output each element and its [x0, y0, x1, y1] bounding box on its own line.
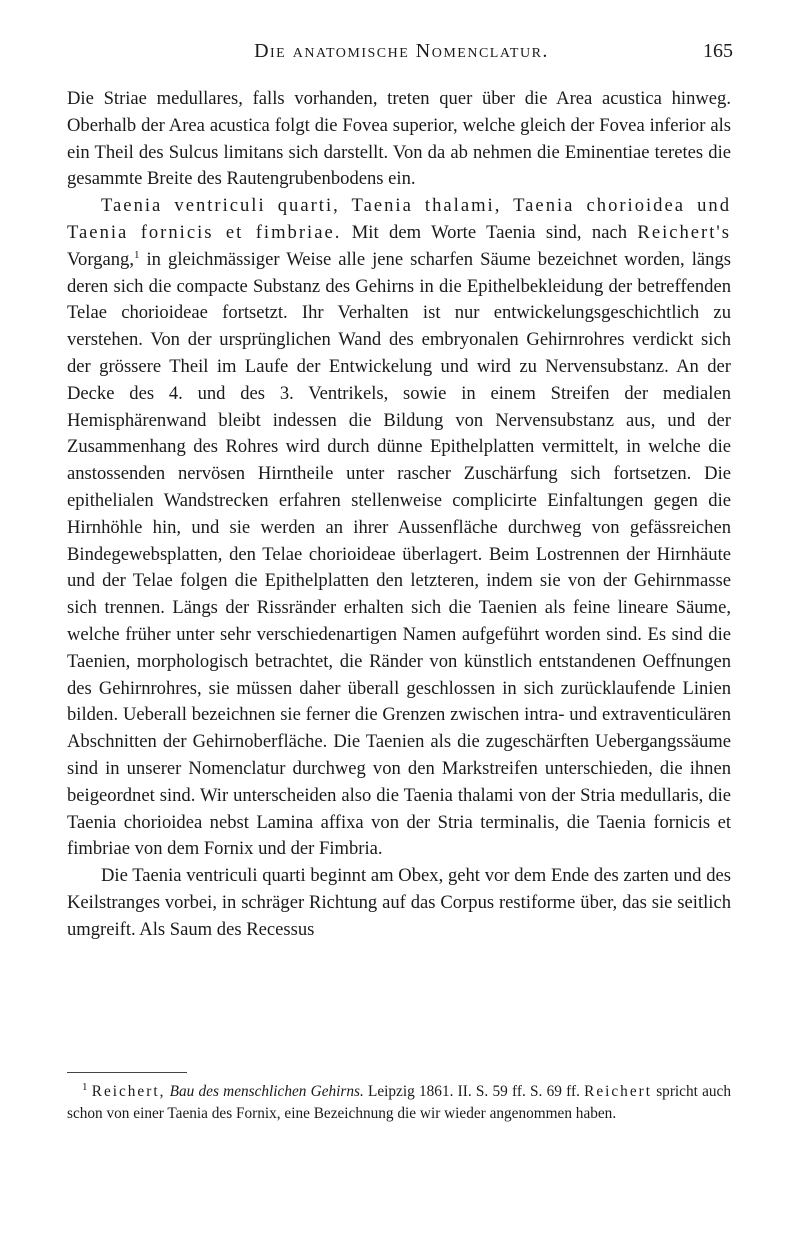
footnote-mark: 1: [82, 1080, 88, 1093]
footnote-author: Reichert,: [91, 1083, 166, 1100]
paragraph-text: in gleichmässiger Weise alle jene scharfen Säume bezeichnet worden, längs deren sich die compacte Substanz des Gehirns in die Epithelbekleidung der betreffenden Telae chorioideae fortsetzt. Ihr Verhalten ist nur entwickelungsgeschichtlich zu verstehen. Von der ursprünglichen Wand des embryonalen Gehirnrohres verdickt sich der grössere Theil im Laufe der Entwickelung und wird zu Nervensubstanz. An der Decke des 4. und des 3. Ventrikels, sowie in einem Streifen der medialen Hemisphärenwand bleibt indessen die Bildung von Nervensubstanz aus, und der Zusammenhang des Rohres wird durch dünne Epithelplatten vermittelt, in welche die anstossenden nervösen Hirntheile unter rascher Zuschärfung sich fortsetzen. Die epithelialen Wandstrecken erfahren stellenweise complicirte Einfaltungen gegen die Hirnhöhle hin, und sie werden an ihrer Aussenfläche durchweg von gefässreichen Bindegewebsplatten, den Telae chorioideae überlagert. Beim Lostrennen der Hirnhäute und der Telae folgen die Epithelplatten den letzteren, indem sie von der Gehirnmasse sich trennen. Längs der Rissränder erhalten sich die Taenien als feine lineare Säume, welche früher unter sehr verschiedenartigen Namen aufgeführt worden sind. Es sind die Taenien, morphologisch betrachtet, die Ränder von künstlich entstandenen Oeffnungen des Gehirnrohres, sie müssen daher überall geschlossen in sich zurücklaufende Linien bilden. Ueberall bezeichnen sie ferner die Grenzen zwischen intra- und extraventiculären Abschnitten der Gehirnoberfläche. Die Taenien als die zugeschärften Uebergangssäume sind in unserer Nomenclatur durchweg von den Markstreifen unterschieden, die ihnen beigeordnet sind. Wir unterscheiden also die Taenia thalami von der Stria medullaris, die Taenia chorioidea nebst Lamina affixa von der Stria terminalis, die Taenia fornicis et fimbriae von dem Fornix und der Fimbria.: [67, 248, 731, 860]
footnote-divider: [67, 1072, 187, 1073]
author-name: Reichert's: [637, 221, 731, 243]
section-heading: Taenia ventriculi quarti, Taenia thalami, Taenia chorioidea und Taenia fornicis et fimbriae.: [67, 195, 731, 243]
paragraph-text: Mit dem Worte Taenia sind, nach: [341, 221, 638, 243]
footnote-book-title: Bau des menschlichen Gehirns.: [169, 1083, 364, 1100]
body-text: [67, 86, 731, 944]
paragraph-taenia: [67, 193, 731, 863]
footnote-text: Leipzig 1861. II. S. 59 ff. S. 69 ff.: [363, 1083, 585, 1100]
paragraph-rautengrube: Die Striae medullares, falls vorhanden, treten quer über die Area acustica hinweg. Oberhalb der Area acustica folgt die Fovea superior, welche gleich der Fovea inferior als ein Theil des Sulcus limitans sich darstellt. Von da ab nehmen die Eminentiae teretes die gesammte Breite des Rautengrubenbodens ein.: [67, 88, 731, 190]
running-title: Die anatomische Nomenclatur.: [254, 40, 549, 62]
footnote-text: spricht auch schon von einer Taenia des Fornix, eine Bezeichnung die wir wieder angenommen haben.: [67, 1083, 731, 1122]
footnote-reference[interactable]: 1: [133, 248, 140, 261]
paragraph-taenia-ventriculi: Die Taenia ventriculi quarti beginnt am Obex, geht vor dem Ende des zarten und des Keilstranges vorbei, in schräger Richtung auf das Corpus restiforme über, das sie seitlich umgreift. Als Saum des Recessus: [67, 865, 731, 940]
footnote-author: Reichert: [584, 1083, 652, 1100]
footnote: [67, 1081, 731, 1124]
page-number: 165: [703, 40, 733, 62]
paragraph-text: Vorgang,: [67, 248, 134, 270]
running-header: [70, 40, 733, 70]
